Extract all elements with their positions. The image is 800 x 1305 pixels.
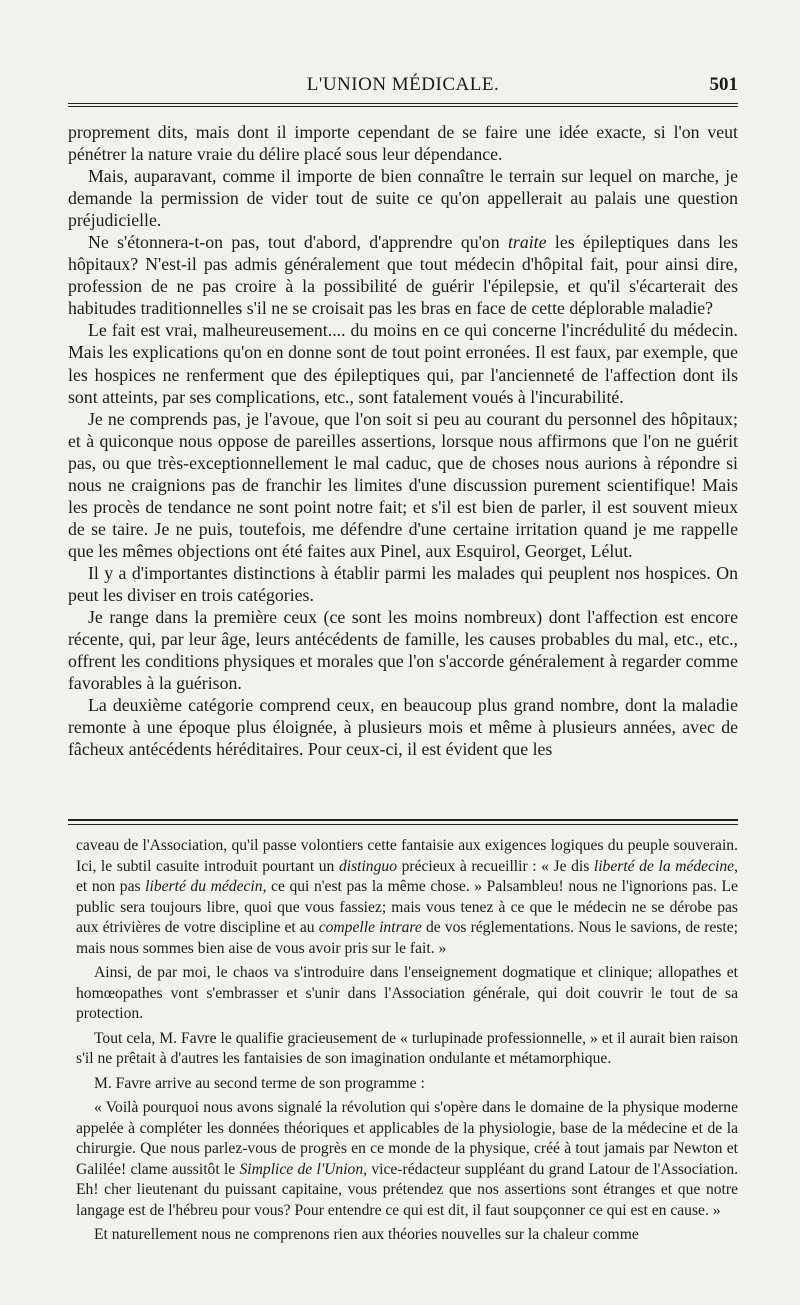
paragraph: Il y a d'importantes distinctions à établir parmi les malades qui peuplent nos hospices. On peut les diviser en trois catégories. [68,562,738,605]
paragraph: La deuxième catégorie comprend ceux, en beaucoup plus grand nombre, dont la maladie remonte à une époque plus éloignée, à plusieurs mois et même à plusieurs années, avec de fâcheux antécédents héréditaires. Pour ceux-ci, il est évident que les [68,695,738,760]
emphasis: liberté du médecin [145,878,263,895]
paragraph: Je range dans la première ceux (ce sont les moins nombreux) dont l'affection est encore récente, qui, par leur âge, leurs antécédents de famille, les causes probables du mal, etc., etc., offrent les conditions physiques et morales que l'on s'accorde généralement à regarder comme favorables à la guérison. [68,607,738,694]
main-text [68,121,738,760]
text-run: , ce qui n'est pas la même chose. » Palsambleu! nous ne l'ignorions pas. Le public sera toujours libre, quoi que vous fassiez; mais vous tenez à ce que le médecin ne se dérobe pas aux étrivières de votre discipline et au [76,878,738,936]
paragraph: Je ne comprends pas, je l'avoue, que l'on soit si peu au courant du personnel des hôpitaux; et à quiconque nous oppose de pareilles assertions, lorsque nous affirmons que l'on ne guérit pas, ou que très-exceptionnellement le mal caduc, que de choses nous aurions à répondre si nous ne craignions pas de franchir les limites d'une discussion purement scientifique! Mais les procès de tendance ne sont point notre fait; et s'il est bien de parler, il est souvent mieux de se taire. Je ne puis, toutefois, me défendre d'une certaine irritation quand je me rappelle que les mêmes objections ont été faites aux Pinel, aux Esquirol, Georget, Lélut. [68,408,738,561]
text-run: , et non pas [76,857,738,895]
feuilleton-rule [68,819,738,825]
feuilleton-paragraph: Tout cela, M. Favre le qualifie gracieusement de « turlupinade professionnelle, » et il aurait bien raison s'il ne prêtait à d'autres les fantaisies de son imagination ondulante et métamorphique. [76,1029,738,1067]
feuilleton-paragraph: Et naturellement nous ne comprenons rien aux théories nouvelles sur la chaleur comme [94,1226,639,1243]
feuilleton-paragraph [76,1098,738,1221]
feuilleton-paragraph [76,836,738,959]
feuilleton-text [76,836,738,1250]
paragraph: Mais, auparavant, comme il importe de bien connaître le terrain sur lequel on marche, je demande la permission de vider tout de suite ce qu'on appellerait au palais une question préjudicielle. [68,166,738,231]
paragraph: Le fait est vrai, malheureusement.... du moins en ce qui concerne l'incrédulité du médecin. Mais les explications qu'on en donne sont de tout point erronées. Il est faux, par exemple, que les hospices ne renferment que des épileptiques qui, par l'ancienneté de l'affection dont ils sont atteints, par ses complications, etc., sont fatalement voués à l'incurabilité. [68,320,738,407]
page-header [68,74,738,98]
page-number: 501 [709,74,738,95]
text-run: vice-rédacteur suppléant du grand Latour de l'Association. Eh! cher lieutenant du puissant capitaine, vous prétendez que nos assertions sont étranges et que notre langage est de l'hébreu pour vous? Pour entendre ce qui est dit, il faut soupçonner ce qui est en cause. » [76,1160,739,1219]
paragraph: proprement dits, mais dont il importe cependant de se faire une idée exacte, si l'on veut pénétrer la nature vraie du délire placé sous leur dépendance. [68,122,738,165]
running-title: L'UNION MÉDICALE. [306,74,500,95]
emphasis: compelle intrare [318,919,422,936]
paragraph-rest: les épileptiques dans les hôpitaux? N'est-il pas admis généralement que tout médecin d'hôpital fait, pour ainsi dire, profession de ne pas croire à la possibilité de guérir l'épilepsie, et qu'il s'écarterait des habitudes traditionnelles s'il ne se croisait pas les bras en face de cette déplorable maladie? [68,232,738,319]
text-run: caveau de l'Association, qu'il passe volontiers cette fantaisie aux exigences logiques du peuple souverain. Ici, le subtil casuite introduit pourtant un [76,837,738,875]
text-run: précieux à recueillir : « Je dis [397,857,594,875]
text-run: de vos réglementations. Nous le savions, de reste; mais nous sommes bien aise de vous avoir pris sur le fait. » [76,919,738,957]
emphasis: Simplice de l'Union, [239,1160,368,1178]
feuilleton-paragraph: Ainsi, de par moi, le chaos va s'introduire dans l'enseignement dogmatique et clinique; allopathes et homœopathes vont s'embrasser et s'unir dans l'Association générale, qui doit couvrir le tout de sa protection. [76,964,738,1022]
text-run: « Voilà pourquoi nous avons signalé la révolution qui s'opère dans le domaine de la physique moderne appelée à compléter les données théoriques et applicables de la physiologie, base de la médecine et de la chirurgie. Que nous parlez-vous de progrès en ce monde de la physique, créé à tout jamais par Newton et Galilée! clame aussitôt le [76,1099,738,1178]
paragraph [68,231,738,319]
paragraph-lead: Ne s'étonnera-t-on pas, tout d'abord, d'apprendre qu'on [88,232,508,253]
header-rule [68,103,738,107]
emphasis: traite [507,232,547,253]
emphasis: liberté de la médecine [593,857,735,875]
emphasis: distinguo [338,857,397,875]
feuilleton-paragraph: M. Favre arrive au second terme de son programme : [94,1074,425,1092]
